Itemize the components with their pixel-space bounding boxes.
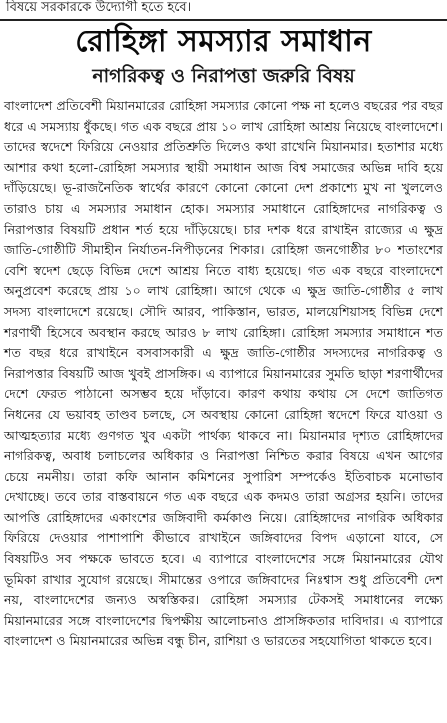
article-body: [4, 96, 443, 652]
previous-article-tail: বিষয়ে সরকারকে উদ্যোগী হতে হবে।: [6, 0, 192, 15]
article-subheadline: নাগরিকত্ব ও নিরাপত্তা জরুরি বিষয়: [92, 65, 355, 87]
body-paragraph: বাংলাদেশ প্রতিবেশী মিয়ানমারের রোহিঙ্গা সমস্যার কোনো পক্ষ না হলেও বছরের পর বছর ধরে এ সমস্যায় ধুঁকছে। গত এক বছরে প্রায় ১০ লাখ রোহিঙ্গা আশ্রয় নিয়েছে বাংলাদেশে। তাদের স্বদেশে ফিরিয়ে নেওয়ার প্রতিশ্রুতি দিলেও কথা রাখেনি মিয়ানমার। হতাশার মধ্যে আশার কথা হলো-রোহিঙ্গা সমস্যার স্থায়ী সমাধান আজ বিশ্ব সমাজের অভিন্ন দাবি হয়ে দাঁড়িয়েছে। ভূ-রাজনৈতিক স্বার্থের কারণে কোনো কোনো দেশ প্রকাশ্যে মুখ না খুললেও তারাও চায় এ সমস্যার সমাধান হোক। সমস্যার সমাধানে রোহিঙ্গাদের নাগরিকত্ব ও নিরাপত্তার বিষয়টি প্রধান শর্ত হয়ে দাঁড়িয়েছে। চার দশক ধরে রাখাইন রাজ্যের এ ক্ষুদ্র জাতি-গোষ্ঠীটি সীমাহীন নির্যাতন-নিপীড়নের শিকার। রোহিঙ্গা জনগোষ্ঠীর ৮০ শতাংশের বেশি স্বদেশ ছেড়ে বিভিন্ন দেশে আশ্রয় নিতে বাধ্য হয়েছে। গত এক বছরে বাংলাদেশে অনুপ্রবেশ করেছে প্রায় ১০ লাখ রোহিঙ্গা। আগে থেকে এ ক্ষুদ্র জাতি-গোষ্ঠীর ৫ লাখ সদস্য বাংলাদেশে রয়েছে। সৌদি আরব, পাকিস্তান, ভারত, মালয়েশিয়াসহ বিভিন্ন দেশে শরণার্থী হিসেবে অবস্থান করছে আরও ৮ লাখ রোহিঙ্গা। রোহিঙ্গা সমস্যার সমাধানে শত শত বছর ধরে রাখাইনে বসবাসকারী এ ক্ষুদ্র জাতি-গোষ্ঠীর সদস্যদের নাগরিকত্ব ও নিরাপত্তার বিষয়টি আজ খুবই প্রাসঙ্গিক। এ ব্যাপারে মিয়ানমারের সুমতি ছাড়া শরণার্থীদের দেশে ফেরত পাঠানো অসম্ভব হয়ে দাঁড়াবে। কারণ কথায় কথায় সে দেশে জাতিগত নিধনের যে ভয়াবহ তাণ্ডব চলছে, সে অবস্থায় কোনো রোহিঙ্গা স্বদেশে ফিরে যাওয়া ও আত্মহত্যার মধ্যে গুণগত খুব একটা পার্থক্য থাকবে না। মিয়ানমার দৃশ্যত রোহিঙ্গাদের নাগরিকত্ব, অবাধ চলাচলের অধিকার ও নিরাপত্তা নিশ্চিত করার বিষয়ে এখন আগের চেয়ে নমনীয়। তারা কফি আনান কমিশনের সুপারিশ সম্পর্কেও ইতিবাচক মনোভাব দেখাচ্ছে। তবে তার বাস্তবায়নে গত এক বছরে এক কদমও তারা অগ্রসর হয়নি। তাদের আপত্তি রোহিঙ্গাদের একাংশের জঙ্গিবাদী কর্মকাণ্ড নিয়ে। রোহিঙ্গাদের নাগরিক অধিকার ফিরিয়ে দেওয়ার পাশাপাশি কীভাবে রাখাইনে জঙ্গিবাদের বিপদ এড়ানো যাবে, সে বিষয়টিও সব পক্ষকে ভাবতে হবে। এ ব্যাপারে বাংলাদেশের সঙ্গে মিয়ানমারের যৌথ ভূমিকা রাখার সুযোগ রয়েছে। সীমান্তের ওপারে জঙ্গিবাদের নিঃশ্বাস শুধু প্রতিবেশী দেশ নয়, বাংলাদেশের জন্যও অস্বস্তিকর। রোহিঙ্গা সমস্যার টেকসই সমাধানের লক্ষ্যে মিয়ানমারের সঙ্গে বাংলাদেশের দ্বিপক্ষীয় আলোচনাও প্রাসঙ্গিকতার দাবিদার। এ ব্যাপারে বাংলাদেশ ও মিয়ানমারের অভিন্ন বন্ধু চীন, রাশিয়া ও ভারতের সহযোগিতা থাকতে হবে।: [4, 98, 443, 649]
article-headline: রোহিঙ্গা সমস্যার সমাধান: [75, 24, 372, 59]
divider-rule: [0, 19, 447, 21]
